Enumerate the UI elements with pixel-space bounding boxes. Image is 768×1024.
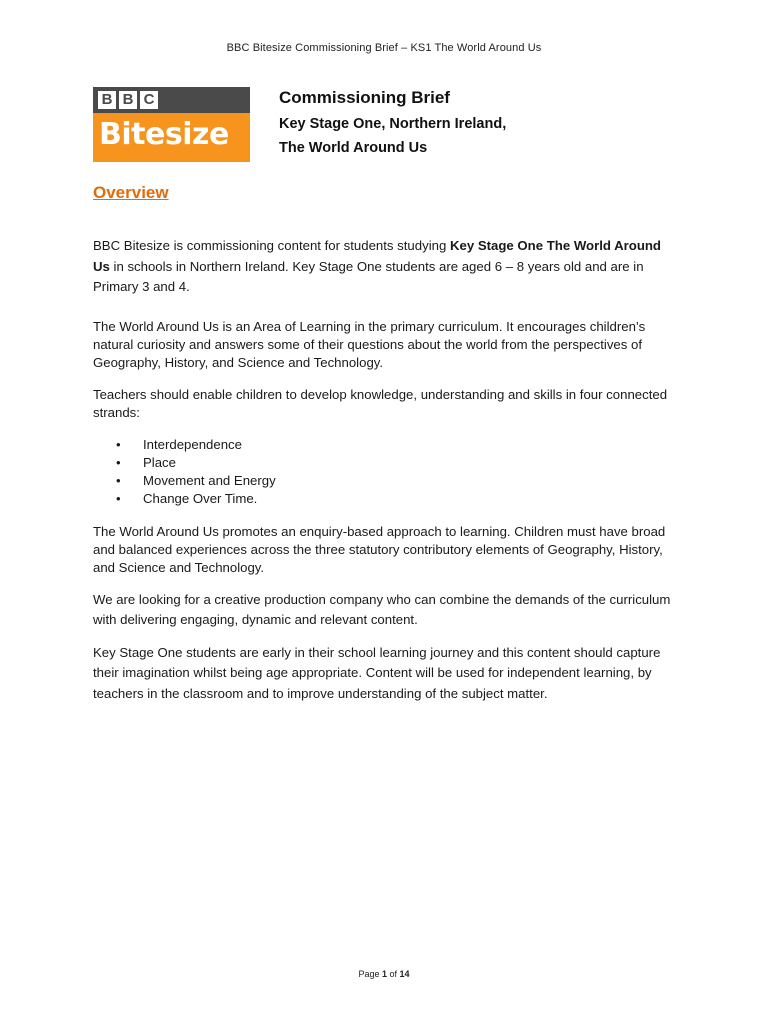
strand-label: Place [143,454,176,470]
running-header: BBC Bitesize Commissioning Brief – KS1 The World Around Us [226,42,542,54]
logo-bottom-band [93,113,250,162]
bullet-icon: • [116,454,121,470]
bbc-block-b2: B [119,91,137,109]
list-item [93,472,678,490]
strands-list [93,436,678,508]
strand-label: Interdependence [143,436,242,452]
enquiry-paragraph: The World Around Us promotes an enquiry-based approach to learning. Children must have broad and balanced experiences across the three statutory contributory elements of Geography, History, and Science and Technology. [93,523,666,575]
bbc-blocks [98,91,158,109]
strands-intro-paragraph: Teachers should enable children to develop knowledge, understanding and skills in four connected strands: [93,386,668,420]
page-current: 1 [381,969,387,979]
page-word: Page [358,969,380,979]
bullet-icon: • [116,490,121,506]
page-total: 14 [399,969,410,979]
document-title: Commissioning Brief [279,88,450,107]
bullet-icon: • [116,436,121,452]
bbc-bitesize-logo [93,87,250,162]
list-item [93,490,678,508]
document-subtitle-line-2: The World Around Us [279,140,428,156]
bitesize-wordmark: Bitesize [99,117,229,152]
list-item [93,454,678,472]
page-number [0,969,768,979]
intro-bold-subject: Key Stage One The World Around Us [93,238,661,274]
overview-body [93,236,678,725]
bullet-icon: • [116,472,121,488]
bbc-block-c: C [140,91,158,109]
strand-label: Change Over Time. [143,490,258,506]
overview-heading: Overview [93,183,169,202]
intro-text-start: BBC Bitesize is commissioning content for students studying [93,238,450,253]
strand-label: Movement and Energy [143,472,276,488]
list-item [93,436,678,454]
learning-journey-paragraph: Key Stage One students are early in their school learning journey and this content should capture their imagination whilst being age appropriate. Content will be used for independent learning, by teachers in the classroom and to improve understanding of the subject matter. [93,644,661,701]
intro-text-end: in schools in Northern Ireland. Key Stage One students are aged 6 – 8 years old and are in Primary 3 and 4. [93,258,644,294]
page-of-word: of [389,969,398,979]
intro-paragraph [93,236,678,298]
area-of-learning-paragraph: The World Around Us is an Area of Learning in the primary curriculum. It encourages children’s natural curiosity and answers some of their questions about the world from the perspectives of Geography, History, and Science and Technology. [93,318,646,370]
production-company-paragraph: We are looking for a creative production company who can combine the demands of the curriculum with delivering engaging, dynamic and relevant content. [93,591,671,627]
bbc-block-b1: B [98,91,116,109]
document-subtitle-line-1: Key Stage One, Northern Ireland, [279,116,507,132]
logo-top-band [93,87,250,113]
